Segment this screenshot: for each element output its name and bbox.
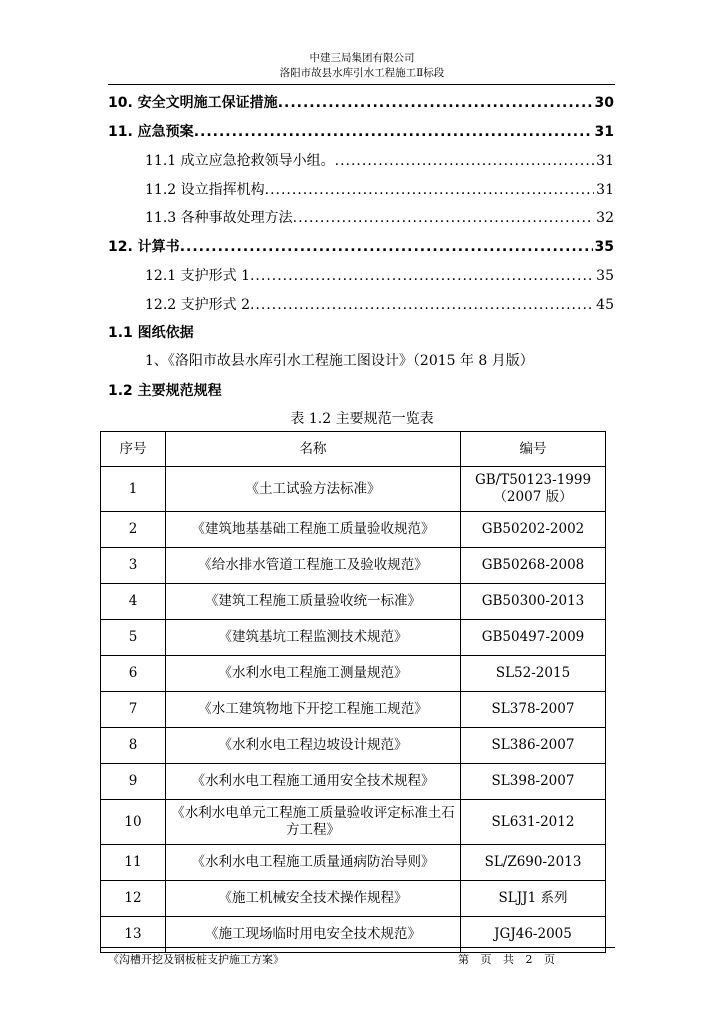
row-code: GB50202-2002 [461,512,606,548]
page-header [0,51,724,81]
table-row [101,692,606,728]
table-row [101,467,606,512]
row-code: GB/T50123-1999（2007 版） [461,467,606,512]
row-no: 6 [101,656,166,692]
row-code: GB50497-2009 [461,620,606,656]
row-name: 《给水排水管道工程施工及验收规范》 [166,548,461,584]
row-no: 13 [101,917,166,953]
table-row [101,584,606,620]
toc-entry-10[interactable]: 10. 安全文明施工保证措施 ..... 30 [108,92,614,114]
row-code: SL52-2015 [461,656,606,692]
row-no: 1 [101,467,166,512]
footer-divider [100,947,615,948]
row-no: 2 [101,512,166,548]
row-name: 《土工试验方法标准》 [166,467,461,512]
toc-entry-11-2[interactable]: 11.2 设立指挥机构 ..... 31 [145,179,614,201]
toc-entry-11-1[interactable]: 11.1 成立应急抢救领导小组。 ..... 31 [145,150,614,172]
row-no: 5 [101,620,166,656]
row-no: 3 [101,548,166,584]
row-no: 12 [101,881,166,917]
row-code: GB50268-2008 [461,548,606,584]
table-caption: 表 1.2 主要规范一览表 [290,411,434,427]
row-name: 《建筑基坑工程监测技术规范》 [166,620,461,656]
row-code: SL398-2007 [461,764,606,800]
section-heading-1-2: 1.2 主要规范规程 [108,383,222,399]
row-name: 《施工机械安全技术操作规程》 [166,881,461,917]
toc-entry-12-1[interactable]: 12.1 支护形式 1 ..... 35 [145,265,614,287]
table-row [101,548,606,584]
table-row [101,656,606,692]
toc-entry-12-2[interactable]: 12.2 支护形式 2 ..... 45 [145,294,614,316]
table-row [101,881,606,917]
table-row [101,512,606,548]
table-row [101,728,606,764]
row-no: 4 [101,584,166,620]
table-row [101,845,606,881]
row-name: 《水利水电工程施工测量规范》 [166,656,461,692]
footer-page-info: 第 页 共 2 页 [458,953,555,966]
reference-drawing: 1、《洛阳市故县水库引水工程施工图设计》（2015 年 8 月版） [145,353,534,369]
row-name: 《水工建筑物地下开挖工程施工规范》 [166,692,461,728]
row-no: 8 [101,728,166,764]
table-header-row [101,432,606,467]
row-no: 10 [101,800,166,845]
row-code: JGJ46-2005 [461,917,606,953]
standards-table [100,431,606,953]
row-code: SLJJ1 系列 [461,881,606,917]
header-divider [108,84,615,85]
row-name: 《建筑工程施工质量验收统一标准》 [166,584,461,620]
header-name: 名称 [166,432,461,467]
toc-entry-11[interactable]: 11. 应急预案 ..... 31 [108,121,614,143]
row-code: SL631-2012 [461,800,606,845]
row-code: GB50300-2013 [461,584,606,620]
row-name: 《水利水电单元工程施工质量验收评定标准土石方工程》 [166,800,461,845]
row-code: SL378-2007 [461,692,606,728]
section-heading-1-1: 1.1 图纸依据 [108,325,194,341]
row-name: 《水利水电工程边坡设计规范》 [166,728,461,764]
row-code: SL/Z690-2013 [461,845,606,881]
row-name: 《水利水电工程施工质量通病防治导则》 [166,845,461,881]
footer-doc-title: 《沟槽开挖及钢板桩支护施工方案》 [108,953,284,966]
row-no: 9 [101,764,166,800]
header-project: 洛阳市故县水库引水工程施工Ⅱ标段 [279,67,445,79]
header-company: 中建三局集团有限公司 [309,52,415,64]
row-no: 7 [101,692,166,728]
toc-entry-11-3[interactable]: 11.3 各种事故处理方法 ..... 32 [145,207,614,229]
row-no: 11 [101,845,166,881]
row-name: 《水利水电工程施工通用安全技术规程》 [166,764,461,800]
row-name: 《施工现场临时用电安全技术规范》 [166,917,461,953]
row-code: SL386-2007 [461,728,606,764]
header-no: 序号 [101,432,166,467]
table-row [101,800,606,845]
table-row [101,764,606,800]
table-row [101,620,606,656]
toc-entry-12[interactable]: 12. 计算书 ..... 35 [108,236,614,258]
row-name: 《建筑地基基础工程施工质量验收规范》 [166,512,461,548]
header-code: 编号 [461,432,606,467]
